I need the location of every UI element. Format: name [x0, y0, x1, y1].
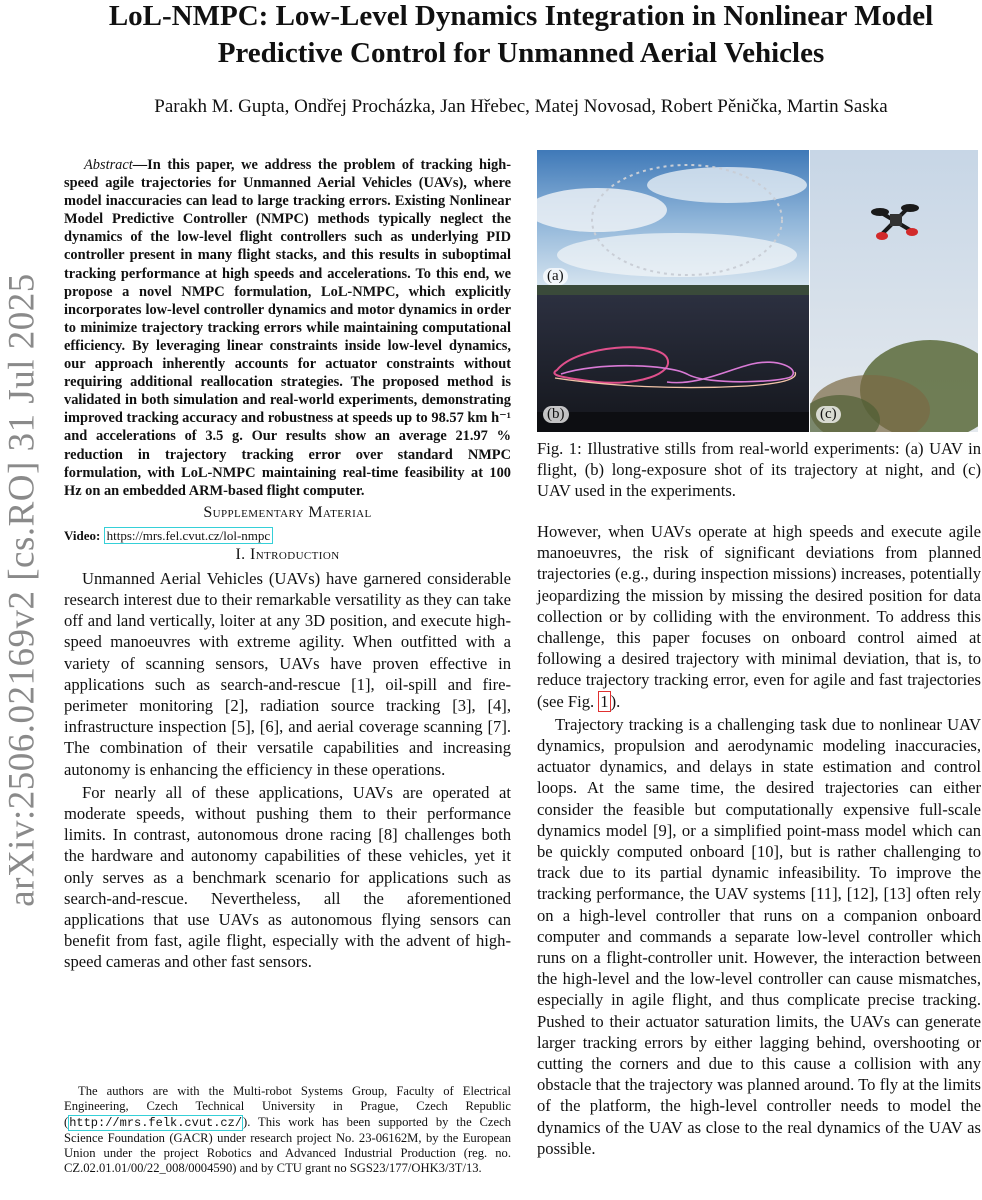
left-column	[64, 156, 511, 973]
night-sky-trajectory-image	[537, 150, 809, 432]
abstract	[64, 156, 511, 500]
intro-paragraph-1: Unmanned Aerial Vehicles (UAVs) have garnered considerable research interest due to their remarkable versatility as they can take off and land vertically, loiter at any 3D position, and execute high-speed manoeuvres with extreme agility. When outfitted with a variety of scanning sensors, UAVs have proven effective in applications such as search-and-rescue [1], oil-spill and fire-perimeter monitoring [2], radiation source tracking [3], [4], infrastructure inspection [5], [6], and aerial coverage scanning [7]. The combination of their versatile capabilities and increasing autonomy is enhancing the efficiency in these operations.	[64, 568, 511, 779]
video-link-line	[64, 528, 511, 544]
abstract-text: —In this paper, we address the problem of tracking high-speed agile trajectories for Unmanned Aerial Vehicles (UAVs), where model inaccuracies can lead to large tracking errors. Existing Nonlinear Model Predictive Controller (NMPC) methods typically neglect the dynamics of the low-level flight controllers such as underlying PID controller present in many flight stacks, and this results in suboptimal tracking performance at high speeds and accelerations. To this end, we propose a novel NMPC formulation, LoL-NMPC, which explicitly incorporates low-level controller dynamics and motor dynamics in order to minimize trajectory tracking errors while maintaining computational efficiency. By leveraging linear constraints inside low-level dynamics, our approach inherently accounts for actuator constraints without requiring additional reallocation strategies. The proposed method is validated in both simulation and real-world experiments, demonstrating improved tracking accuracy and robustness at speeds up to 98.57 km h⁻¹ and accelerations of 3.5 g. Our results show an average 21.97 % reduction in trajectory tracking error over standard NMPC formulation, with LoL-NMPC maintaining real-time feasibility at 100 Hz on an embedded ARM-based flight computer.	[64, 157, 511, 499]
intro-heading: I. Introduction	[235, 545, 340, 563]
right-paragraph-2: Trajectory tracking is a challenging task due to nonlinear UAV dynamics, propulsion and aerodynamic modeling inaccuracies, actuator dynamics, and delays in state estimation and control loops. At the same time, the desired trajectories can either consider the feasible but computationally expensive full-scale dynamics model [9], or a simplified point-mass model which can be quickly computed onboard [10], but is rather challenging to track due to its partial dynamic infeasibility. To improve the tracking performance, the UAV systems [11], [12], [13] often rely on a high-level controller that runs on a companion onboard computer and commands a separate low-level controller which runs on a flight-controller unit. However, the interaction between the high-level and the low-level controller can cause mismatches, especially in agile flight, and thus complicate precise tracking. Pushed to their actuator saturation limits, the UAVs can generate larger tracking errors by either lagging behind, overshooting or cutting the corners and due to this cause a collision with any obstacle that the trajectory was planned around. To fly at the limits of the platform, the high-level controller needs to model the dynamics of the UAV as close to the real dynamics of the UAV as possible.	[537, 714, 981, 1158]
panel-label-a: (a)	[543, 268, 568, 285]
paper-title	[60, 0, 982, 72]
affiliation-footnote: The authors are with the Multi-robot Systems Group, Faculty of Electrical Engineering, Czech Technical University in Prague, Czech Republic (http://mrs.felk.cvut.cz/). This work has been supported by the Czech Science Foundation (GACR) under research project No. 23-06162M, by the European Union under the project Robotics and Advanced Industrial Production (reg. no. CZ.02.01.01/00/22_008/0004590) and by CTU grant no SGS23/177/OHK3/3T/13.	[64, 1084, 511, 1176]
title-line-2: Predictive Control for Unmanned Aerial Vehicles	[217, 37, 825, 69]
intro-paragraph-2: For nearly all of these applications, UAVs are operated at moderate speeds, without pushing them to their performance limits. In contrast, autonomous drone racing [8] challenges both the hardware and autonomy capabilities of these vehicles, yet it only serves as a benchmark scenario for applications such as search-and-rescue. Nevertheless, all the aforementioned applications that use UAVs as autonomous flying sensors can benefit from fast, agile flight, especially with the advent of high-speed cameras and other fast sensors.	[64, 782, 511, 972]
figure-1-reference-link[interactable]: 1	[600, 691, 609, 711]
panel-label-c: (c)	[816, 406, 841, 423]
right-paragraph-1: However, when UAVs operate at high speeds and execute agile manoeuvres, the risk of significant deviations from planned trajectories (e.g., during inspection missions) increases, potentially jeopardizing the mission by missing the desired position for data collection or by colliding with the environment. To address this challenge, this paper focuses on onboard control aimed at following a desired trajectory with minimal deviation, that is, to reduce trajectory tracking error, even for agile and fast trajectories (see Fig. 1 ).	[537, 522, 981, 711]
figure-panel-c-photo	[810, 150, 978, 432]
figure-panel-ab-photo	[537, 150, 809, 432]
supplementary-heading: Supplementary Material	[203, 503, 372, 521]
arxiv-identifier	[0, 270, 52, 910]
video-label: Video:	[64, 527, 101, 543]
figure-1-caption: Fig. 1: Illustrative stills from real-world experiments: (a) UAV in flight, (b) long-exposure shot of its trajectory at night, and (c) UAV used in the experiments.	[537, 439, 981, 500]
footnote-url[interactable]: http://mrs.felk.cvut.cz/	[69, 1115, 243, 1130]
arxiv-identifier-text: arXiv:2506.02169v2 [cs.RO] 31 Jul 2025	[1, 273, 43, 907]
panel-label-b: (b)	[543, 406, 569, 423]
video-link[interactable]: https://mrs.fel.cvut.cz/lol-nmpc	[104, 527, 274, 544]
uav-daylight-image	[810, 150, 978, 432]
right-column	[537, 150, 981, 1159]
figure-1	[537, 150, 978, 432]
title-line-1: LoL-NMPC: Low-Level Dynamics Integration in Nonlinear Model	[108, 0, 934, 32]
author-list: Parakh M. Gupta, Ondřej Procházka, Jan Hřebec, Matej Novosad, Robert Pěnička, Martin Saska	[154, 96, 888, 117]
abstract-lead: Abstract	[84, 157, 133, 173]
